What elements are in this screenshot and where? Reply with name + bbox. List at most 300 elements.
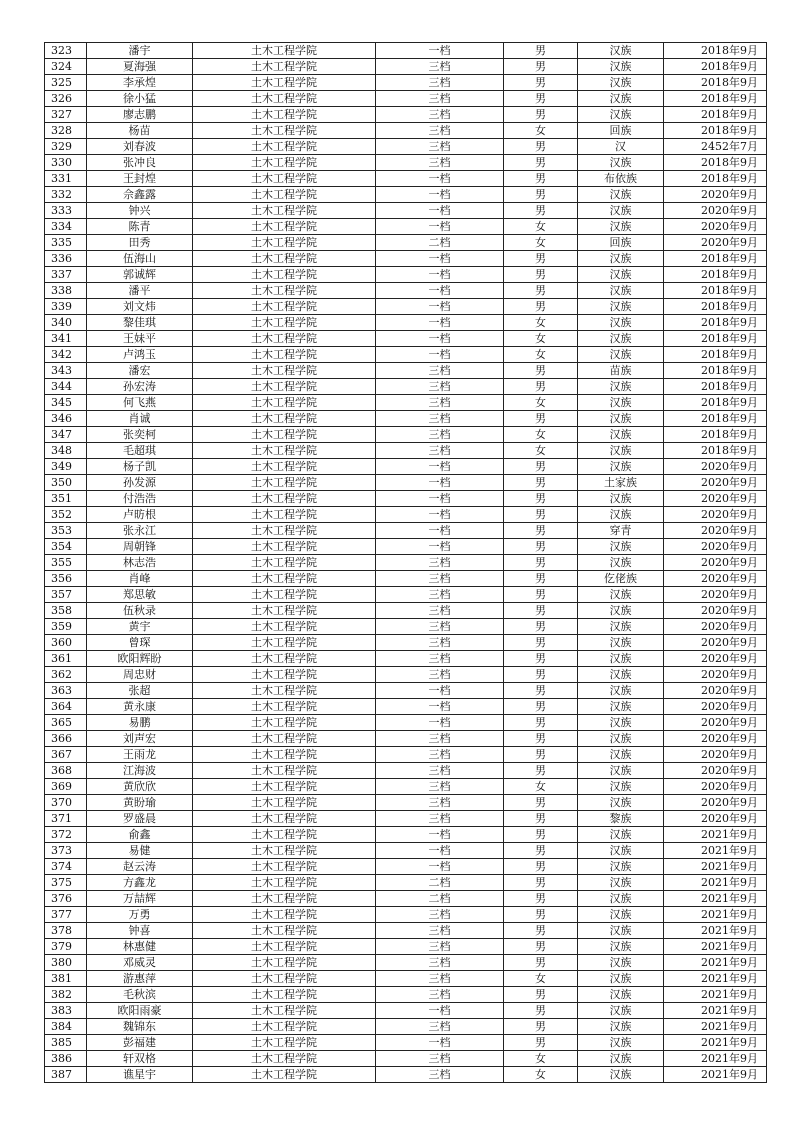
ethnicity: 汉族 xyxy=(578,1051,664,1067)
student-name: 易健 xyxy=(87,843,193,859)
ethnicity: 汉族 xyxy=(578,251,664,267)
grade-level: 一档 xyxy=(376,347,504,363)
grade-level: 一档 xyxy=(376,699,504,715)
student-name: 杨苗 xyxy=(87,123,193,139)
ethnicity: 汉族 xyxy=(578,587,664,603)
enroll-date: 2020年9月 xyxy=(664,795,767,811)
row-number: 336 xyxy=(45,251,87,267)
grade-level: 一档 xyxy=(376,283,504,299)
grade-level: 一档 xyxy=(376,507,504,523)
ethnicity: 汉族 xyxy=(578,507,664,523)
enroll-date: 2020年9月 xyxy=(664,523,767,539)
table-row xyxy=(45,1003,767,1019)
enroll-date: 2020年9月 xyxy=(664,635,767,651)
row-number: 356 xyxy=(45,571,87,587)
student-name: 黄永康 xyxy=(87,699,193,715)
gender: 男 xyxy=(504,843,578,859)
row-number: 350 xyxy=(45,475,87,491)
grade-level: 三档 xyxy=(376,795,504,811)
student-name: 刘声宏 xyxy=(87,731,193,747)
college: 土木工程学院 xyxy=(193,635,376,651)
enroll-date: 2018年9月 xyxy=(664,267,767,283)
grade-level: 三档 xyxy=(376,987,504,1003)
student-name: 夏海强 xyxy=(87,59,193,75)
enroll-date: 2021年9月 xyxy=(664,939,767,955)
grade-level: 一档 xyxy=(376,331,504,347)
student-name: 周忠财 xyxy=(87,667,193,683)
row-number: 335 xyxy=(45,235,87,251)
row-number: 372 xyxy=(45,827,87,843)
student-name: 孙宏涛 xyxy=(87,379,193,395)
table-row xyxy=(45,859,767,875)
table-row xyxy=(45,779,767,795)
college: 土木工程学院 xyxy=(193,1035,376,1051)
student-name: 陈青 xyxy=(87,219,193,235)
row-number: 382 xyxy=(45,987,87,1003)
student-name: 钟喜 xyxy=(87,923,193,939)
table-row xyxy=(45,827,767,843)
grade-level: 三档 xyxy=(376,1067,504,1083)
ethnicity: 汉族 xyxy=(578,939,664,955)
college: 土木工程学院 xyxy=(193,971,376,987)
grade-level: 三档 xyxy=(376,763,504,779)
row-number: 366 xyxy=(45,731,87,747)
ethnicity: 汉族 xyxy=(578,347,664,363)
ethnicity: 土家族 xyxy=(578,475,664,491)
college: 土木工程学院 xyxy=(193,795,376,811)
grade-level: 三档 xyxy=(376,747,504,763)
grade-level: 三档 xyxy=(376,59,504,75)
enroll-date: 2020年9月 xyxy=(664,475,767,491)
enroll-date: 2020年9月 xyxy=(664,667,767,683)
grade-level: 三档 xyxy=(376,667,504,683)
gender: 男 xyxy=(504,667,578,683)
gender: 男 xyxy=(504,107,578,123)
ethnicity: 汉族 xyxy=(578,219,664,235)
enroll-date: 2018年9月 xyxy=(664,171,767,187)
row-number: 376 xyxy=(45,891,87,907)
row-number: 324 xyxy=(45,59,87,75)
student-name: 田秀 xyxy=(87,235,193,251)
enroll-date: 2020年9月 xyxy=(664,715,767,731)
table-row xyxy=(45,507,767,523)
table-row xyxy=(45,555,767,571)
enroll-date: 2020年9月 xyxy=(664,603,767,619)
ethnicity: 汉族 xyxy=(578,283,664,299)
enroll-date: 2020年9月 xyxy=(664,811,767,827)
enroll-date: 2020年9月 xyxy=(664,651,767,667)
student-name: 佘鑫露 xyxy=(87,187,193,203)
student-name: 黄欣欣 xyxy=(87,779,193,795)
grade-level: 三档 xyxy=(376,811,504,827)
ethnicity: 布依族 xyxy=(578,171,664,187)
ethnicity: 汉族 xyxy=(578,1067,664,1083)
row-number: 358 xyxy=(45,603,87,619)
table-row xyxy=(45,267,767,283)
college: 土木工程学院 xyxy=(193,251,376,267)
grade-level: 三档 xyxy=(376,123,504,139)
table-row xyxy=(45,443,767,459)
enroll-date: 2018年9月 xyxy=(664,251,767,267)
ethnicity: 汉族 xyxy=(578,891,664,907)
row-number: 352 xyxy=(45,507,87,523)
table-row xyxy=(45,891,767,907)
enroll-date: 2021年9月 xyxy=(664,827,767,843)
student-name: 郑思敏 xyxy=(87,587,193,603)
gender: 男 xyxy=(504,651,578,667)
college: 土木工程学院 xyxy=(193,411,376,427)
college: 土木工程学院 xyxy=(193,123,376,139)
table-row xyxy=(45,235,767,251)
enroll-date: 2018年9月 xyxy=(664,315,767,331)
student-name: 俞鑫 xyxy=(87,827,193,843)
row-number: 374 xyxy=(45,859,87,875)
row-number: 373 xyxy=(45,843,87,859)
college: 土木工程学院 xyxy=(193,491,376,507)
college: 土木工程学院 xyxy=(193,987,376,1003)
row-number: 342 xyxy=(45,347,87,363)
ethnicity: 汉族 xyxy=(578,923,664,939)
row-number: 351 xyxy=(45,491,87,507)
college: 土木工程学院 xyxy=(193,667,376,683)
student-name: 潘宏 xyxy=(87,363,193,379)
row-number: 333 xyxy=(45,203,87,219)
ethnicity: 汉族 xyxy=(578,459,664,475)
ethnicity: 汉族 xyxy=(578,651,664,667)
enroll-date: 2020年9月 xyxy=(664,587,767,603)
gender: 女 xyxy=(504,395,578,411)
grade-level: 一档 xyxy=(376,683,504,699)
table-row xyxy=(45,283,767,299)
college: 土木工程学院 xyxy=(193,283,376,299)
grade-level: 三档 xyxy=(376,603,504,619)
college: 土木工程学院 xyxy=(193,651,376,667)
student-name: 黄盼瑜 xyxy=(87,795,193,811)
student-name: 卢鸿玉 xyxy=(87,347,193,363)
grade-level: 三档 xyxy=(376,75,504,91)
row-number: 328 xyxy=(45,123,87,139)
gender: 男 xyxy=(504,155,578,171)
student-name: 方鑫龙 xyxy=(87,875,193,891)
row-number: 361 xyxy=(45,651,87,667)
college: 土木工程学院 xyxy=(193,1003,376,1019)
college: 土木工程学院 xyxy=(193,811,376,827)
college: 土木工程学院 xyxy=(193,363,376,379)
row-number: 383 xyxy=(45,1003,87,1019)
enroll-date: 2020年9月 xyxy=(664,619,767,635)
grade-level: 一档 xyxy=(376,171,504,187)
grade-level: 三档 xyxy=(376,91,504,107)
student-name: 肖诚 xyxy=(87,411,193,427)
table-row xyxy=(45,347,767,363)
row-number: 339 xyxy=(45,299,87,315)
row-number: 346 xyxy=(45,411,87,427)
grade-level: 三档 xyxy=(376,1019,504,1035)
gender: 女 xyxy=(504,123,578,139)
row-number: 381 xyxy=(45,971,87,987)
gender: 男 xyxy=(504,603,578,619)
enroll-date: 2020年9月 xyxy=(664,683,767,699)
student-name: 郭诚辉 xyxy=(87,267,193,283)
college: 土木工程学院 xyxy=(193,939,376,955)
student-name: 黄宇 xyxy=(87,619,193,635)
grade-level: 三档 xyxy=(376,411,504,427)
grade-level: 二档 xyxy=(376,875,504,891)
enroll-date: 2021年9月 xyxy=(664,1003,767,1019)
table-row xyxy=(45,763,767,779)
grade-level: 一档 xyxy=(376,315,504,331)
enroll-date: 2020年9月 xyxy=(664,779,767,795)
roster-table xyxy=(44,42,767,1083)
college: 土木工程学院 xyxy=(193,299,376,315)
grade-level: 三档 xyxy=(376,971,504,987)
table-row xyxy=(45,939,767,955)
grade-level: 一档 xyxy=(376,523,504,539)
ethnicity: 汉族 xyxy=(578,91,664,107)
row-number: 387 xyxy=(45,1067,87,1083)
table-row xyxy=(45,123,767,139)
ethnicity: 汉族 xyxy=(578,827,664,843)
gender: 男 xyxy=(504,411,578,427)
row-number: 371 xyxy=(45,811,87,827)
student-name: 李承煌 xyxy=(87,75,193,91)
student-name: 王妹平 xyxy=(87,331,193,347)
row-number: 341 xyxy=(45,331,87,347)
enroll-date: 2021年9月 xyxy=(664,971,767,987)
grade-level: 一档 xyxy=(376,539,504,555)
enroll-date: 2020年9月 xyxy=(664,459,767,475)
ethnicity: 汉族 xyxy=(578,971,664,987)
ethnicity: 汉族 xyxy=(578,875,664,891)
row-number: 337 xyxy=(45,267,87,283)
grade-level: 三档 xyxy=(376,379,504,395)
ethnicity: 仡佬族 xyxy=(578,571,664,587)
table-row xyxy=(45,475,767,491)
college: 土木工程学院 xyxy=(193,523,376,539)
gender: 男 xyxy=(504,891,578,907)
grade-level: 二档 xyxy=(376,235,504,251)
grade-level: 三档 xyxy=(376,923,504,939)
gender: 男 xyxy=(504,171,578,187)
table-row xyxy=(45,315,767,331)
student-name: 邓威灵 xyxy=(87,955,193,971)
grade-level: 一档 xyxy=(376,491,504,507)
table-row xyxy=(45,811,767,827)
college: 土木工程学院 xyxy=(193,443,376,459)
enroll-date: 2020年9月 xyxy=(664,555,767,571)
gender: 女 xyxy=(504,219,578,235)
student-name: 伍秋录 xyxy=(87,603,193,619)
row-number: 332 xyxy=(45,187,87,203)
row-number: 365 xyxy=(45,715,87,731)
college: 土木工程学院 xyxy=(193,539,376,555)
grade-level: 三档 xyxy=(376,731,504,747)
row-number: 380 xyxy=(45,955,87,971)
student-name: 毛秋滨 xyxy=(87,987,193,1003)
college: 土木工程学院 xyxy=(193,395,376,411)
college: 土木工程学院 xyxy=(193,107,376,123)
row-number: 354 xyxy=(45,539,87,555)
enroll-date: 2018年9月 xyxy=(664,107,767,123)
gender: 男 xyxy=(504,699,578,715)
student-name: 肖峰 xyxy=(87,571,193,587)
ethnicity: 汉族 xyxy=(578,955,664,971)
gender: 女 xyxy=(504,779,578,795)
student-name: 彭福建 xyxy=(87,1035,193,1051)
grade-level: 三档 xyxy=(376,635,504,651)
student-name: 刘文炜 xyxy=(87,299,193,315)
row-number: 363 xyxy=(45,683,87,699)
grade-level: 一档 xyxy=(376,1035,504,1051)
row-number: 340 xyxy=(45,315,87,331)
enroll-date: 2020年9月 xyxy=(664,747,767,763)
row-number: 355 xyxy=(45,555,87,571)
enroll-date: 2018年9月 xyxy=(664,347,767,363)
table-row xyxy=(45,331,767,347)
ethnicity: 汉族 xyxy=(578,331,664,347)
table-row xyxy=(45,635,767,651)
ethnicity: 汉族 xyxy=(578,107,664,123)
ethnicity: 汉族 xyxy=(578,443,664,459)
table-row xyxy=(45,187,767,203)
enroll-date: 2020年9月 xyxy=(664,571,767,587)
row-number: 359 xyxy=(45,619,87,635)
table-row xyxy=(45,299,767,315)
grade-level: 三档 xyxy=(376,155,504,171)
college: 土木工程学院 xyxy=(193,43,376,59)
table-row xyxy=(45,955,767,971)
row-number: 375 xyxy=(45,875,87,891)
college: 土木工程学院 xyxy=(193,59,376,75)
grade-level: 一档 xyxy=(376,267,504,283)
ethnicity: 汉族 xyxy=(578,987,664,1003)
grade-level: 三档 xyxy=(376,939,504,955)
grade-level: 一档 xyxy=(376,475,504,491)
college: 土木工程学院 xyxy=(193,347,376,363)
enroll-date: 2018年9月 xyxy=(664,43,767,59)
gender: 女 xyxy=(504,427,578,443)
college: 土木工程学院 xyxy=(193,731,376,747)
table-row xyxy=(45,715,767,731)
table-row xyxy=(45,619,767,635)
college: 土木工程学院 xyxy=(193,955,376,971)
college: 土木工程学院 xyxy=(193,779,376,795)
gender: 男 xyxy=(504,283,578,299)
enroll-date: 2018年9月 xyxy=(664,443,767,459)
ethnicity: 汉族 xyxy=(578,427,664,443)
table-row xyxy=(45,747,767,763)
gender: 男 xyxy=(504,907,578,923)
table-row xyxy=(45,971,767,987)
enroll-date: 2018年9月 xyxy=(664,75,767,91)
row-number: 362 xyxy=(45,667,87,683)
college: 土木工程学院 xyxy=(193,619,376,635)
row-number: 345 xyxy=(45,395,87,411)
student-name: 刘春波 xyxy=(87,139,193,155)
student-name: 欧阳辉盼 xyxy=(87,651,193,667)
student-name: 张奕柯 xyxy=(87,427,193,443)
enroll-date: 2452年7月 xyxy=(664,139,767,155)
gender: 男 xyxy=(504,43,578,59)
table-row xyxy=(45,395,767,411)
gender: 男 xyxy=(504,59,578,75)
college: 土木工程学院 xyxy=(193,1051,376,1067)
row-number: 367 xyxy=(45,747,87,763)
college: 土木工程学院 xyxy=(193,603,376,619)
gender: 男 xyxy=(504,683,578,699)
ethnicity: 汉族 xyxy=(578,395,664,411)
gender: 男 xyxy=(504,731,578,747)
table-row xyxy=(45,411,767,427)
gender: 女 xyxy=(504,347,578,363)
enroll-date: 2018年9月 xyxy=(664,363,767,379)
gender: 男 xyxy=(504,715,578,731)
table-row xyxy=(45,875,767,891)
ethnicity: 汉 xyxy=(578,139,664,155)
gender: 男 xyxy=(504,1035,578,1051)
gender: 男 xyxy=(504,987,578,1003)
student-name: 王雨龙 xyxy=(87,747,193,763)
student-name: 赵云涛 xyxy=(87,859,193,875)
gender: 男 xyxy=(504,523,578,539)
table-row xyxy=(45,587,767,603)
gender: 男 xyxy=(504,635,578,651)
enroll-date: 2020年9月 xyxy=(664,187,767,203)
student-name: 张永江 xyxy=(87,523,193,539)
table-row xyxy=(45,1051,767,1067)
gender: 女 xyxy=(504,971,578,987)
table-row xyxy=(45,523,767,539)
grade-level: 三档 xyxy=(376,779,504,795)
student-name: 谯星宇 xyxy=(87,1067,193,1083)
student-name: 伍海山 xyxy=(87,251,193,267)
grade-level: 三档 xyxy=(376,427,504,443)
enroll-date: 2021年9月 xyxy=(664,987,767,1003)
enroll-date: 2018年9月 xyxy=(664,379,767,395)
grade-level: 三档 xyxy=(376,955,504,971)
table-row xyxy=(45,603,767,619)
college: 土木工程学院 xyxy=(193,331,376,347)
ethnicity: 汉族 xyxy=(578,731,664,747)
ethnicity: 汉族 xyxy=(578,1035,664,1051)
gender: 男 xyxy=(504,875,578,891)
student-name: 欧阳雨豪 xyxy=(87,1003,193,1019)
student-name: 易鹏 xyxy=(87,715,193,731)
enroll-date: 2021年9月 xyxy=(664,875,767,891)
gender: 男 xyxy=(504,267,578,283)
college: 土木工程学院 xyxy=(193,187,376,203)
enroll-date: 2020年9月 xyxy=(664,699,767,715)
student-name: 卢昉根 xyxy=(87,507,193,523)
college: 土木工程学院 xyxy=(193,459,376,475)
student-name: 廖志鹏 xyxy=(87,107,193,123)
college: 土木工程学院 xyxy=(193,827,376,843)
student-name: 江海波 xyxy=(87,763,193,779)
table-row xyxy=(45,683,767,699)
grade-level: 三档 xyxy=(376,107,504,123)
ethnicity: 回族 xyxy=(578,235,664,251)
table-row xyxy=(45,219,767,235)
table-row xyxy=(45,731,767,747)
ethnicity: 汉族 xyxy=(578,747,664,763)
gender: 男 xyxy=(504,507,578,523)
college: 土木工程学院 xyxy=(193,747,376,763)
gender: 男 xyxy=(504,747,578,763)
table-row xyxy=(45,107,767,123)
gender: 男 xyxy=(504,923,578,939)
enroll-date: 2020年9月 xyxy=(664,539,767,555)
row-number: 338 xyxy=(45,283,87,299)
